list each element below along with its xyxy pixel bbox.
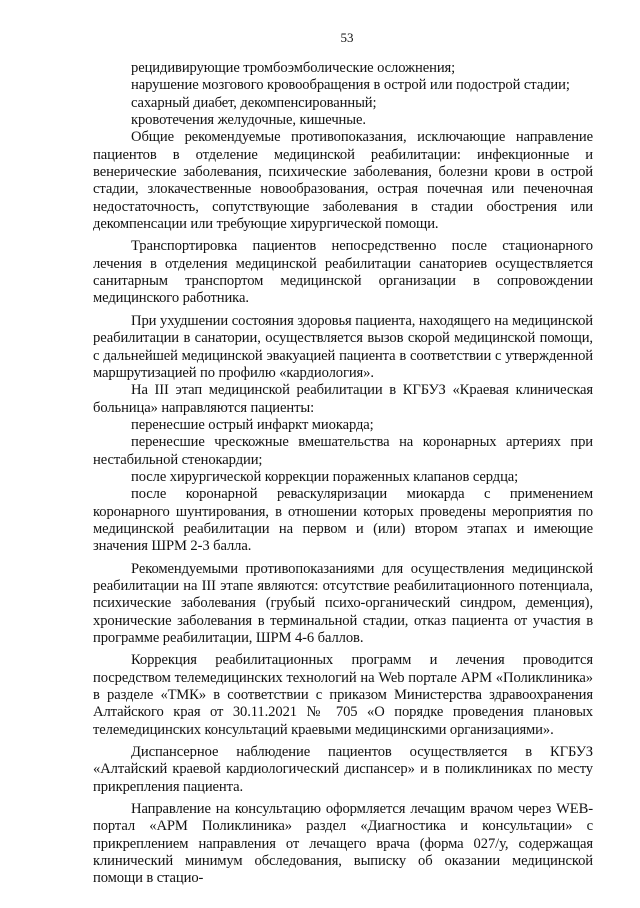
paragraph: рецидивирующие тромбоэмболические осложнения; — [131, 60, 456, 76]
paragraph: Рекомендуемыми противопоказаниями для осуществления медицинской реабилитации на III этапе являются: отсутствие реабилитационного потенциала, психические заболевания (грубый психо-органический синдром, деменция), хронические заболевания в терминальной стадии, отказ пациента от участия в программе реабилитации, ШРМ 4-6 баллов. — [93, 560, 593, 646]
paragraph: Общие рекомендуемые противопоказания, исключающие направление пациентов в отделение медицинской реабилитации: инфекционные и венерические заболевания, психические заболевания, болезни крови в острой стадии, злокачественные новообразования, острая почечная или печеночная недостаточность, сопутствующие заболевания в стадии обострения или декомпенсации или требующие хирургической помощи. — [93, 129, 593, 233]
paragraph: после коронарной реваскуляризации миокарда с применением коронарного шунтирования, в отношении которых проведены мероприятия по медицинской реабилитации на первом и (или) втором этапах и имеющие значения ШРМ 2-3 балла. — [93, 486, 593, 555]
paragraph: сахарный диабет, декомпенсированный; — [131, 94, 377, 111]
paragraph: перенесшие чрескожные вмешательства на коронарных артериях при нестабильной стенокардии; — [93, 434, 593, 468]
body-text — [93, 60, 593, 888]
page-number: 53 — [340, 30, 354, 45]
paragraph: Диспансерное наблюдение пациентов осуществляется в КГБУЗ «Алтайский краевой кардиологический диспансер» и в поликлиниках по месту прикрепления пациента. — [93, 744, 593, 795]
paragraph: после хирургической коррекции пораженных клапанов сердца; — [131, 468, 519, 485]
paragraph: При ухудшении состояния здоровья пациента, находящего на медицинской реабилитации в санатории, осуществляется вызов скорой медицинской помощи, с дальнейшей медицинской эвакуацией пациента в соответствии с утвержденной маршрутизацией по профилю «кардиология». — [93, 312, 593, 381]
paragraph: Направление на консультацию оформляется лечащим врачом через WEB-портал «АРМ Поликлиника» раздел «Диагностика и консультации» с прикреплением направления от лечащего врача (форма 027/у, содержащая клинический минимум обследования, выписку об оказании медицинской помощи в стацио- — [93, 801, 593, 887]
paragraph: Транспортировка пациентов непосредственно после стационарного лечения в отделения медицинской реабилитации санаториев осуществляется санитарным транспортом медицинской организации в сопровождении медицинского работника. — [93, 238, 593, 307]
paragraph: кровотечения желудочные, кишечные. — [131, 112, 366, 129]
paragraph: Коррекция реабилитационных программ и лечения проводится посредством телемедицинских технологий на Web портале АРМ «Поликлиника» в разделе «ТМК» в соответствии с приказом Министерства здравоохранения Алтайского края от 30.11.2021 № 705 «О порядке проведения плановых телемедицинских консультаций краевыми медицинскими организациями». — [93, 652, 593, 738]
paragraph: нарушение мозгового кровообращения в острой или подострой стадии; — [131, 77, 570, 94]
paragraph: На III этап медицинской реабилитации в КГБУЗ «Краевая клиническая больница» направляются пациенты: — [93, 382, 593, 416]
paragraph: перенесшие острый инфаркт миокарда; — [131, 416, 374, 433]
